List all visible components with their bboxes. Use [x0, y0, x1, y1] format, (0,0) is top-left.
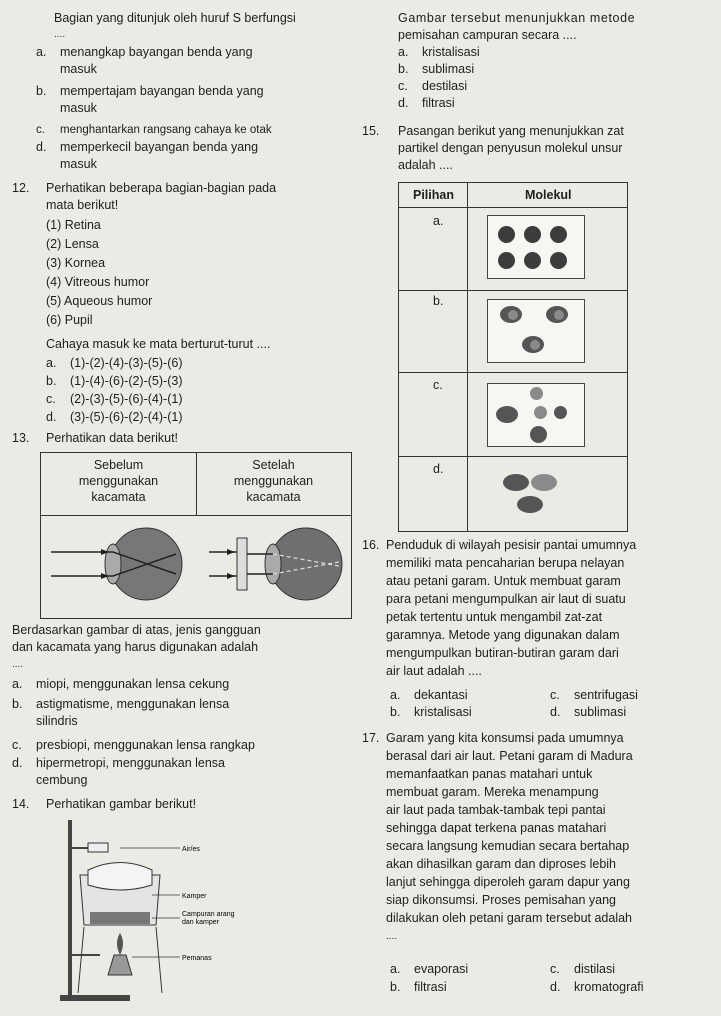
q17-option-a[interactable]: a. evaporasi	[390, 962, 469, 976]
q11-option-b-cont: masuk	[60, 101, 97, 115]
q17-line: air laut pada tambak-tambak tepi pantai	[386, 803, 606, 817]
q13-col2-header: Setelah menggunakan kacamata	[233, 458, 314, 504]
q16-line: para petani mengumpulkan air laut di suatu	[386, 592, 626, 606]
molecule-box-d	[487, 468, 583, 524]
q15-header-molekul: Molekul	[525, 188, 572, 202]
q17-line: berasal dari air laut. Petani garam di Madura	[386, 749, 633, 763]
q15-option-b[interactable]: b.	[433, 294, 444, 308]
q15-option-d[interactable]: d.	[433, 462, 444, 476]
flask-icon	[88, 863, 152, 891]
label-pemanas: Pemanas	[182, 955, 212, 962]
q14-stem: Perhatikan gambar berikut!	[46, 797, 197, 811]
q11-option-a-cont: masuk	[60, 62, 97, 76]
q11-option-b[interactable]: b. mempertajam bayangan benda yang	[36, 84, 264, 98]
q13-prompt-cont: dan kacamata yang harus digunakan adalah	[12, 640, 259, 654]
q17-option-b[interactable]: b. filtrasi	[390, 980, 447, 994]
q11-dots: ....	[54, 29, 66, 40]
molecule-box-c	[487, 383, 585, 447]
q15-header-pilihan: Pilihan	[413, 188, 454, 202]
q17-line: sehingga dapat terkena panas matahari	[386, 821, 607, 835]
q13-option-d-cont: cembung	[36, 773, 88, 787]
q15-option-a[interactable]: a.	[433, 214, 444, 228]
q13-option-c[interactable]: c. presbiopi, menggunakan lensa rangkap	[12, 738, 255, 752]
q17-line: ....	[386, 931, 398, 942]
q13-table	[40, 452, 352, 619]
q12-item: (4) Vitreous humor	[46, 275, 150, 289]
q15-stem: Pasangan berikut yang menunjukkan zat	[398, 124, 624, 138]
q12-option-d[interactable]: d. (3)-(5)-(6)-(2)-(4)-(1)	[46, 410, 183, 424]
q16-line: atau petani garam. Untuk membuat garam	[386, 574, 621, 588]
burner-icon	[108, 955, 132, 975]
q12-item: (6) Pupil	[46, 313, 93, 327]
q14-number: 14.	[12, 797, 30, 811]
q17-line: membuat garam. Mereka menampung	[386, 785, 599, 799]
q12-item: (1) Retina	[46, 218, 101, 232]
q16-line: air laut adalah ....	[386, 664, 482, 678]
q17-line: secara langsung kemudian secara bertahap	[386, 839, 630, 853]
q17-line: Garam yang kita konsumsi pada umumnya	[386, 731, 624, 745]
q14tail-option-c[interactable]: c. destilasi	[398, 79, 468, 93]
q16-option-b[interactable]: b. kristalisasi	[390, 705, 472, 719]
q13-option-b[interactable]: b. astigmatisme, menggunakan lensa	[12, 697, 230, 711]
label-air: Air/es	[182, 846, 200, 853]
stand-rod-icon	[68, 820, 72, 998]
q12-option-a[interactable]: a. (1)-(2)-(4)-(3)-(5)-(6)	[46, 356, 183, 370]
q11-option-d-cont: masuk	[60, 157, 97, 171]
q11-option-d[interactable]: d. memperkecil bayangan benda yang	[36, 140, 259, 154]
eye-after-icon	[209, 528, 342, 600]
q17-line: dilakukan oleh petani garam tersebut adalah	[386, 911, 633, 925]
q14tail-line1: Gambar tersebut menunjukkan metode	[398, 11, 636, 25]
q13-option-d[interactable]: d. hipermetropi, menggunakan lensa	[12, 756, 226, 770]
q13-prompt: Berdasarkan gambar di atas, jenis gangguan	[12, 623, 261, 637]
q14tail-option-a[interactable]: a. kristalisasi	[398, 45, 480, 59]
q12-item: (2) Lensa	[46, 237, 99, 251]
q17-option-c[interactable]: c. distilasi	[550, 962, 615, 976]
label-kamper: Kamper	[182, 893, 207, 900]
q16-line: memiliki mata pencaharian berupa nelayan	[386, 556, 625, 570]
q15-option-c[interactable]: c.	[433, 378, 443, 392]
q13-option-a[interactable]: a. miopi, menggunakan lensa cekung	[12, 677, 230, 691]
q14tail-option-d[interactable]: d. filtrasi	[398, 96, 455, 110]
q12-option-c[interactable]: c. (2)-(3)-(5)-(6)-(4)-(1)	[46, 392, 183, 406]
q16-option-c[interactable]: c. sentrifugasi	[550, 688, 638, 702]
q12-option-b[interactable]: b. (1)-(4)-(6)-(2)-(5)-(3)	[46, 374, 183, 388]
q13-option-b-cont: silindris	[36, 714, 78, 728]
q16-option-d[interactable]: d. sublimasi	[550, 705, 627, 719]
clamp-icon	[88, 843, 108, 852]
q16-line: mengumpulkan butiran-butiran garam dari	[386, 646, 619, 660]
sublimation-apparatus	[40, 815, 290, 1010]
q13-number: 13.	[12, 431, 30, 445]
molecule-box-a	[487, 215, 585, 279]
q15-number: 15.	[362, 124, 380, 138]
right-column	[360, 0, 721, 1016]
eye-before-icon	[51, 528, 182, 600]
q11-option-c[interactable]: c. menghantarkan rangsang cahaya ke otak	[36, 124, 272, 136]
q17-line: lanjut sehingga diperoleh garam dapur yang	[386, 875, 630, 889]
q16-line: petak tertentu untuk mengambil zat-zat	[386, 610, 603, 624]
q12-item: (5) Aqueous humor	[46, 294, 153, 308]
label-campuran-cont: dan kamper	[182, 919, 219, 926]
q13-eye-diagrams	[41, 516, 351, 616]
q12-number: 12.	[12, 181, 30, 195]
q17-line: siap dikonsumsi. Proses pemisahan yang	[386, 893, 616, 907]
q16-line: Penduduk di wilayah pesisir pantai umumnya	[386, 538, 637, 552]
mixture-icon	[90, 912, 150, 924]
q12-stem: Perhatikan beberapa bagian-bagian pada	[46, 181, 277, 195]
q16-number: 16.	[362, 538, 380, 552]
q15-stem-cont: partikel dengan penyusun molekul unsur	[398, 141, 623, 155]
q17-number: 17.	[362, 731, 380, 745]
q14tail-option-b[interactable]: b. sublimasi	[398, 62, 475, 76]
molecule-box-b	[487, 299, 585, 363]
q15-col-divider	[467, 183, 468, 531]
label-campuran: Campuran arang	[182, 911, 235, 918]
left-column	[0, 0, 360, 1016]
q17-line: memanfaatkan panas matahari untuk	[386, 767, 593, 781]
q16-option-a[interactable]: a. dekantasi	[390, 688, 468, 702]
q16-line: garamnya. Metode yang digunakan dalam	[386, 628, 620, 642]
q13-col1-header: Sebelum menggunakan kacamata	[78, 458, 159, 504]
q12-prompt: Cahaya masuk ke mata berturut-turut ....	[46, 337, 271, 351]
q12-stem-cont: mata berikut!	[46, 198, 119, 212]
q15-stem-cont2: adalah ....	[398, 158, 453, 172]
q13-stem: Perhatikan data berikut!	[46, 431, 179, 445]
q17-line: akan dihasilkan garam dan diproses lebih	[386, 857, 617, 871]
q14tail-line2: pemisahan campuran secara ....	[398, 28, 577, 42]
flame-icon	[117, 933, 123, 955]
q11-option-a[interactable]: a. menangkap bayangan benda yang	[36, 45, 253, 59]
q11-stem: Bagian yang ditunjuk oleh huruf S berfungsi	[54, 11, 296, 25]
q17-option-d[interactable]: d. kromatografi	[550, 980, 644, 994]
q13-prompt-dots: ....	[12, 659, 24, 670]
q15-table	[398, 182, 628, 532]
q12-item: (3) Kornea	[46, 256, 106, 270]
